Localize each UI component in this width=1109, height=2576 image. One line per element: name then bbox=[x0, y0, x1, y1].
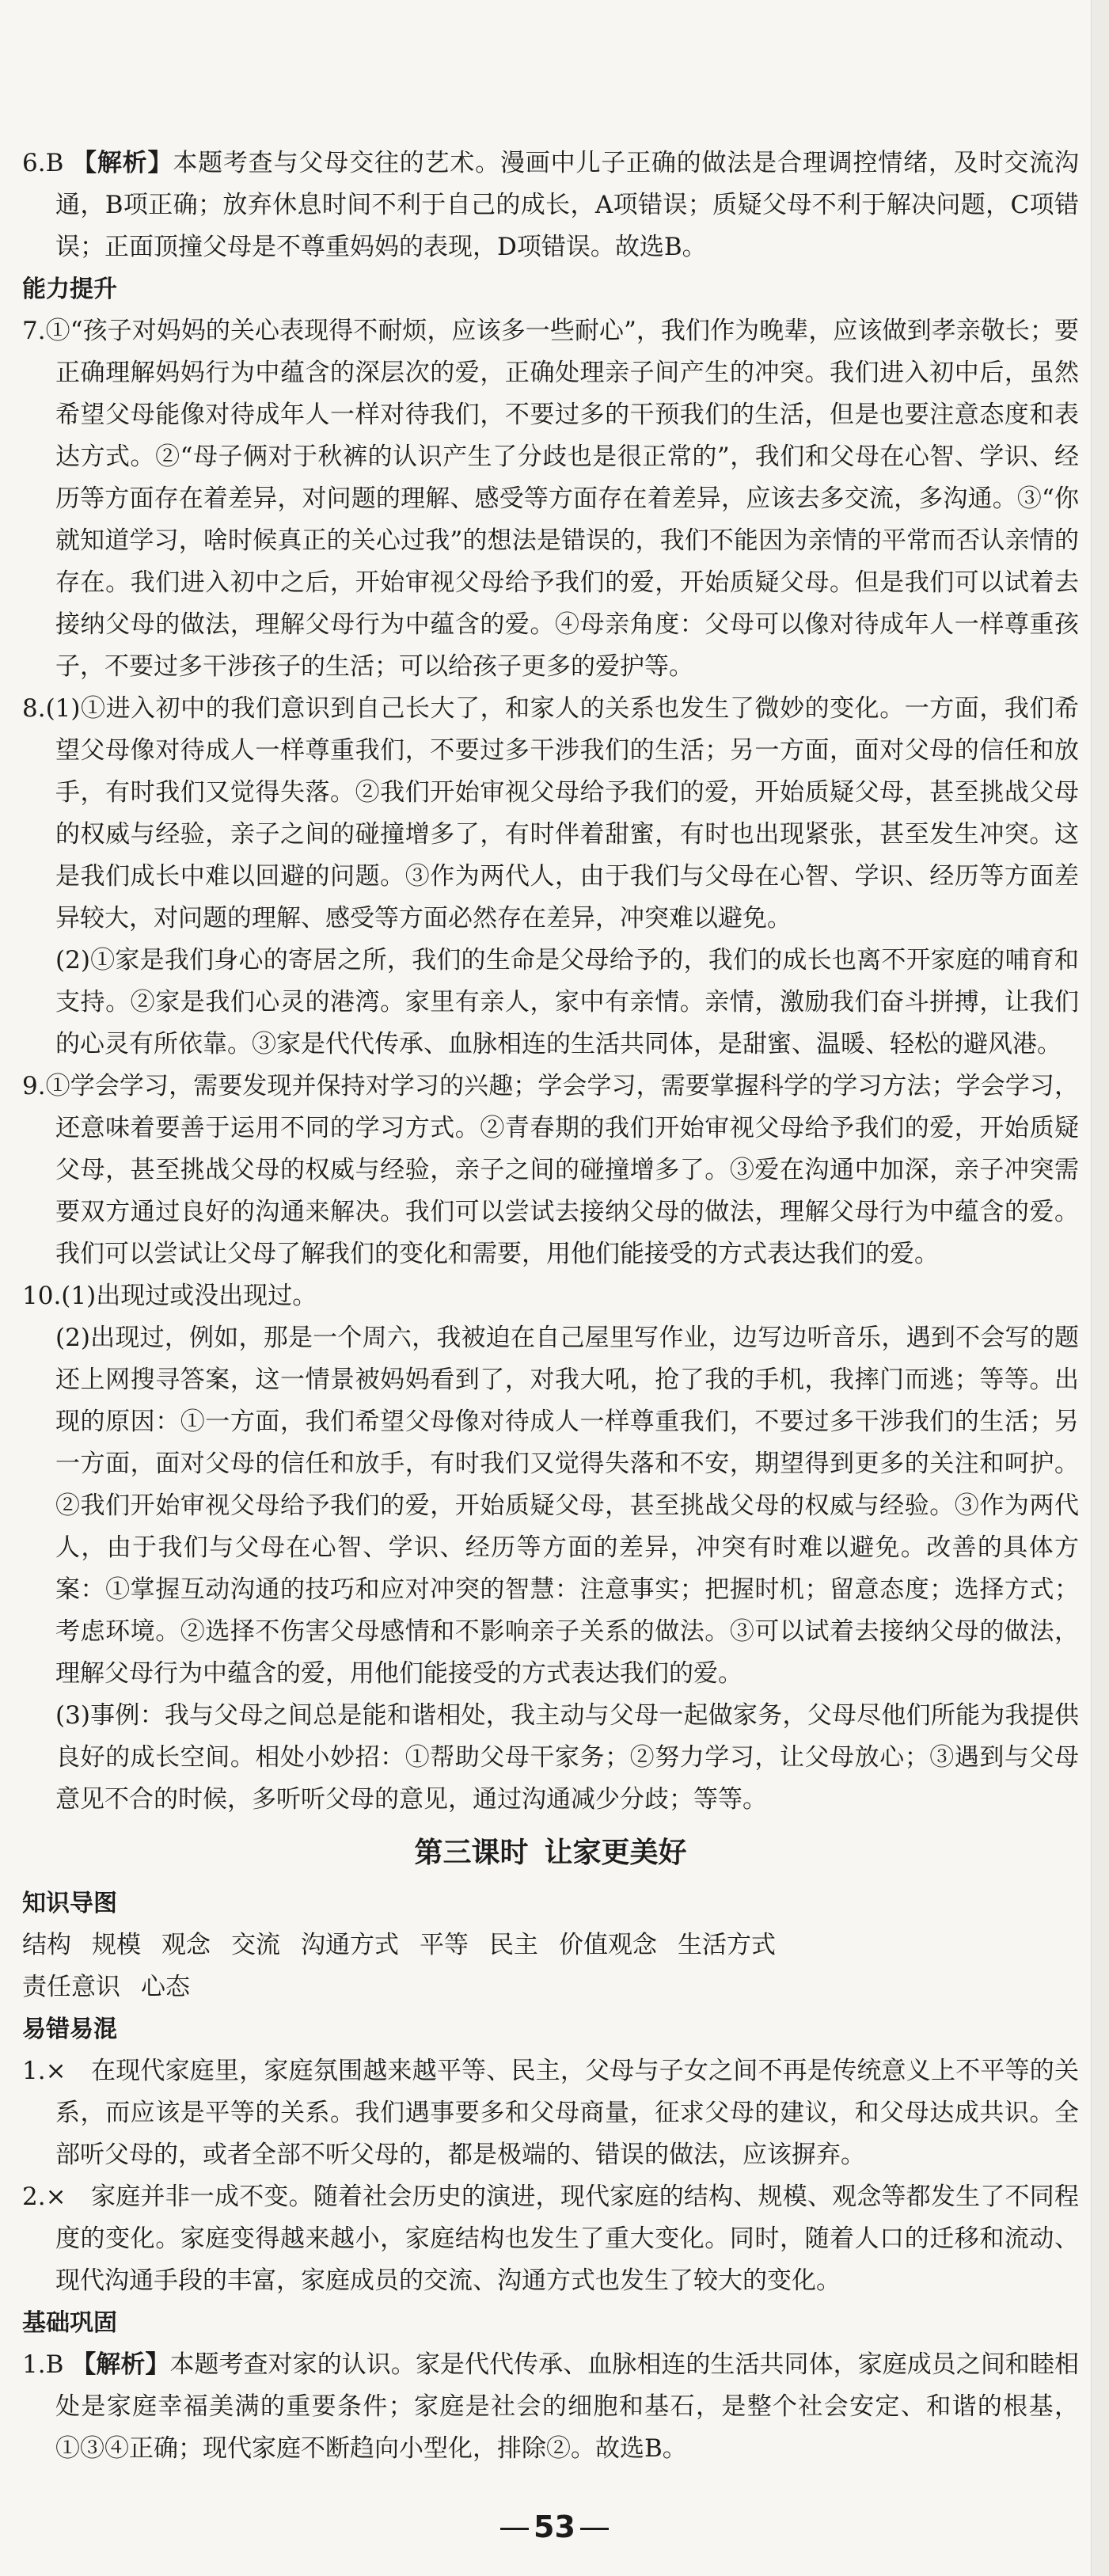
answer-9: 9.①学会学习，需要发现并保持对学习的兴趣；学会学习，需要掌握科学的学习方法；学会学习，还意味着要善于运用不同的学习方式。②青春期的我们开始审视父母给予我们的爱，开始质疑父母，甚至挑战父母的权威与经验，亲子之间的碰撞增多了。③爱在沟通中加深，亲子冲突需要双方通过良好的沟通来解决。我们可以尝试去接纳父母的做法，理解父母行为中蕴含的爱。我们可以尝试让父母了解我们的变化和需要，用他们能接受的方式表达我们的爱。 bbox=[22, 1072, 1079, 1268]
basics-answer-1 bbox=[22, 2344, 1079, 2470]
map-term: 民主 bbox=[489, 1931, 538, 1959]
map-term: 价值观念 bbox=[559, 1931, 657, 1959]
page-number bbox=[0, 2510, 1109, 2544]
lesson-title-name: 让家更美好 bbox=[544, 1837, 687, 1869]
knowledge-map-terms bbox=[22, 1924, 1079, 2008]
mistake-1: 1.× 在现代家庭里，家庭氛围越来越平等、民主，父母与子女之间不再是传统意义上不平等的关系，而应该是平等的关系。我们遇事要多和父母商量，征求父母的建议，和父母达成共识。全部听父母的，或者全部不听父母的，都是极端的、错误的做法，应该摒弃。 bbox=[22, 2057, 1079, 2169]
lesson-title-number: 第三课时 bbox=[414, 1837, 529, 1869]
answer-6 bbox=[22, 142, 1079, 268]
basics-answer-1-text: 本题考查对家的认识。家是代代传承、血脉相连的生活共同体，家庭成员之间和睦相处是家庭幸福美满的重要条件；家庭是社会的细胞和基石，是整个社会安定、和谐的根基，①③④正确；现代家庭不断趋向小型化，排除②。故选B。 bbox=[55, 2350, 1080, 2463]
answer-8-part-1: 8.(1)①进入初中的我们意识到自己长大了，和家人的关系也发生了微妙的变化。一方面，我们希望父母像对待成人一样尊重我们，不要过多干涉我们的生活；另一方面，面对父母的信任和放手，有时我们又觉得失落。②我们开始审视父母给予我们的爱，开始质疑父母，甚至挑战父母的权威与经验，亲子之间的碰撞增多了，有时伴着甜蜜，有时也出现紧张，甚至发生冲突。这是我们成长中难以回避的问题。③作为两代人，由于我们与父母在心智、学识、经历等方面差异较大，对问题的理解、感受等方面必然存在差异，冲突难以避免。 bbox=[22, 694, 1079, 933]
map-term: 结构 bbox=[22, 1931, 71, 1959]
answer-6-number: 6.B bbox=[22, 149, 64, 177]
answer-page bbox=[22, 142, 1079, 2470]
answer-10-part-2: (2)出现过，例如，那是一个周六，我被迫在自己屋里写作业，边写边听音乐，遇到不会写的题还上网搜寻答案，这一情景被妈妈看到了，对我大吼，抢了我的手机，我摔门而逃；等等。出现的原因：①一方面，我们希望父母像对待成人一样尊重我们，不要过多干涉我们的生活；另一方面，面对父母的信任和放手，有时我们又觉得失落和不安，期望得到更多的关注和呵护。②我们开始审视父母给予我们的爱，开始质疑父母，甚至挑战父母的权威与经验。③作为两代人，由于我们与父母在心智、学识、经历等方面的差异，冲突有时难以避免。改善的具体方案：①掌握互动沟通的技巧和应对冲突的智慧：注意事实；把握时机；留意态度；选择方式；考虑环境。②选择不伤害父母感情和不影响亲子关系的做法。③可以试着去接纳父母的做法，理解父母行为中蕴含的爱，用他们能接受的方式表达我们的爱。 bbox=[55, 1324, 1079, 1688]
section-knowledge-map-heading: 知识导图 bbox=[22, 1890, 117, 1917]
adjacent-page-edge bbox=[1091, 0, 1109, 2576]
map-term: 责任意识 bbox=[22, 1973, 120, 2001]
map-term: 规模 bbox=[92, 1931, 141, 1959]
section-basics-heading: 基础巩固 bbox=[22, 2309, 117, 2337]
answer-7: 7.①“孩子对妈妈的关心表现得不耐烦，应该多一些耐心”，我们作为晚辈，应该做到孝亲敬长；要正确理解妈妈行为中蕴含的深层次的爱，正确处理亲子间产生的冲突。我们进入初中后，虽然希望父母能像对待成年人一样对待我们，不要过多的干预我们的生活，但是也要注意态度和表达方式。②“母子俩对于秋裤的认识产生了分歧也是很正常的”，我们和父母在心智、学识、经历等方面存在着差异，对问题的理解、感受等方面存在着差异，应该去多交流，多沟通。③“你就知道学习，啥时候真正的关心过我”的想法是错误的，我们不能因为亲情的平常而否认亲情的存在。我们进入初中之后，开始审视父母给予我们的爱，开始质疑父母。但是我们可以试着去接纳父母的做法，理解父母行为中蕴含的爱。④母亲角度：父母可以像对待成年人一样尊重孩子，不要过多干涉孩子的生活；可以给孩子更多的爱护等。 bbox=[22, 317, 1079, 681]
map-term: 平等 bbox=[420, 1931, 469, 1959]
page-number-dash-left bbox=[500, 2528, 529, 2530]
page-number-dash-right bbox=[580, 2528, 609, 2530]
section-ability-heading: 能力提升 bbox=[22, 275, 117, 303]
map-term: 交流 bbox=[231, 1931, 280, 1959]
answer-10-part-3: (3)事例：我与父母之间总是能和谐相处，我主动与父母一起做家务，父母尽他们所能为我提供良好的成长空间。相处小妙招：①帮助父母干家务；②努力学习，让父母放心；③遇到与父母意见不合的时候，多听听父母的意见，通过沟通减少分歧；等等。 bbox=[55, 1701, 1079, 1814]
answer-8-part-2: (2)①家是我们身心的寄居之所，我们的生命是父母给予的，我们的成长也离不开家庭的哺育和支持。②家是我们心灵的港湾。家里有亲人，家中有亲情。亲情，激励我们奋斗拼搏，让我们的心灵有所依靠。③家是代代传承、血脉相连的生活共同体，是甜蜜、温暖、轻松的避风港。 bbox=[55, 946, 1079, 1058]
section-mistakes-heading: 易错易混 bbox=[22, 2016, 117, 2043]
answer-6-analysis-tag: 【解析】 bbox=[72, 149, 173, 177]
answer-10-part-1: 10.(1)出现过或没出现过。 bbox=[22, 1282, 317, 1310]
basics-answer-1-analysis-tag: 【解析】 bbox=[71, 2350, 170, 2379]
lesson-title bbox=[22, 1826, 1079, 1881]
answer-6-text: 本题考查与父母交往的艺术。漫画中儿子正确的做法是合理调控情绪，及时交流沟通，B项正确；放弃休息时间不利于自己的成长，A项错误；质疑父母不利于解决问题，C项错误；正面顶撞父母是不尊重妈妈的表现，D项错误。故选B。 bbox=[55, 149, 1080, 261]
mistake-2: 2.× 家庭并非一成不变。随着社会历史的演进，现代家庭的结构、规模、观念等都发生了不同程度的变化。家庭变得越来越小，家庭结构也发生了重大变化。同时，随着人口的迁移和流动、现代沟通手段的丰富，家庭成员的交流、沟通方式也发生了较大的变化。 bbox=[22, 2183, 1079, 2295]
map-term: 生活方式 bbox=[678, 1931, 776, 1959]
map-term: 心态 bbox=[141, 1973, 190, 2001]
basics-answer-1-number: 1.B bbox=[22, 2350, 64, 2379]
page-number-value: 53 bbox=[534, 2510, 575, 2544]
map-term: 沟通方式 bbox=[301, 1931, 399, 1959]
map-term: 观念 bbox=[161, 1931, 211, 1959]
